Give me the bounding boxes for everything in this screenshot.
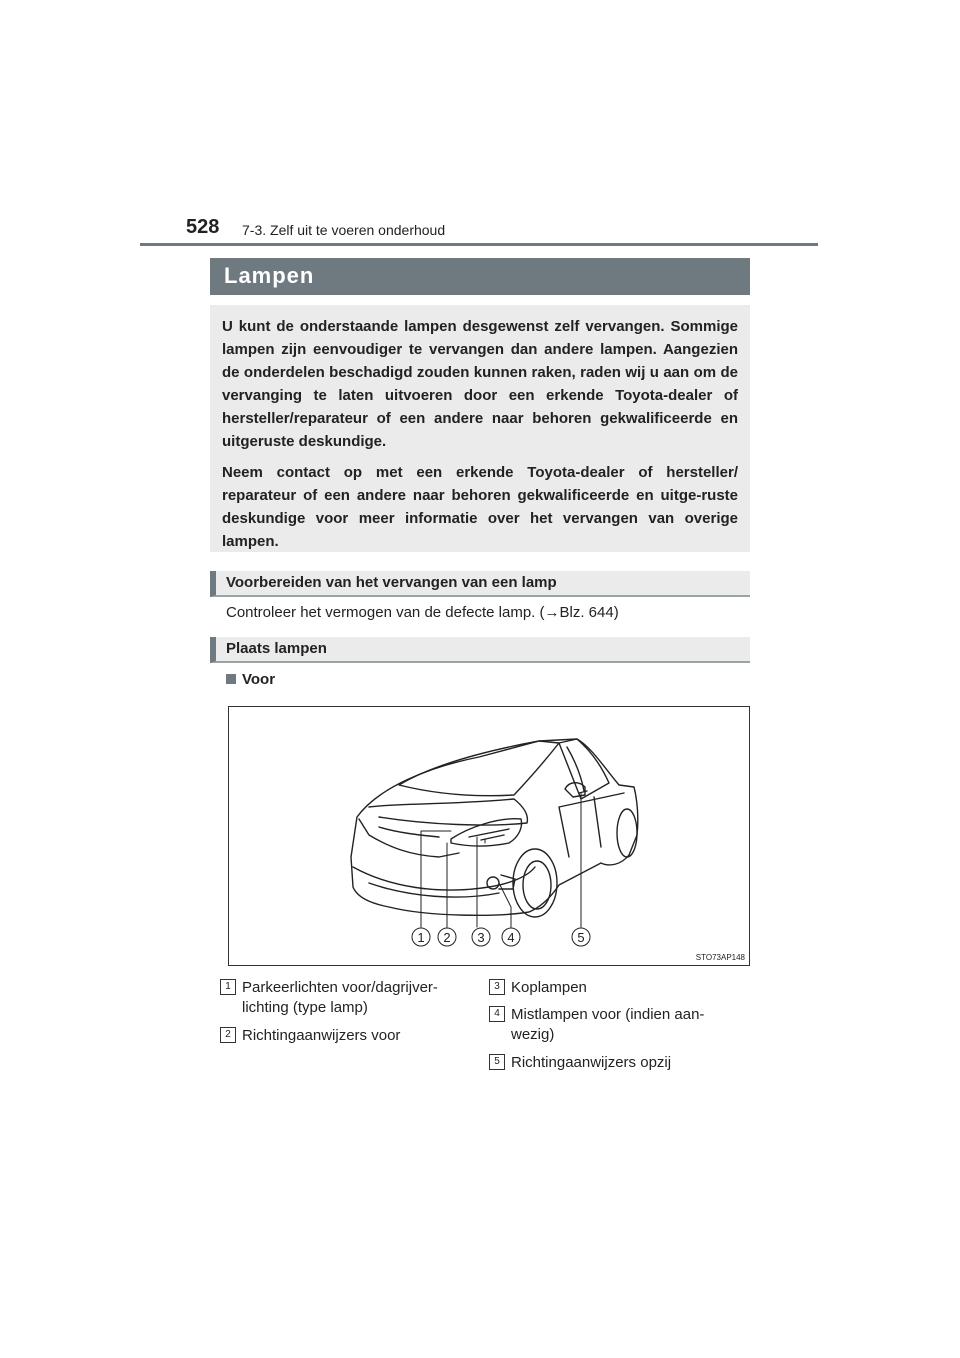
intro-paragraph-2: Neem contact op met een erkende Toyota-dealer of hersteller/ reparateur of een andere naar behoren gekwalificeerde en uitge-ruste deskundige voor meer informatie over het vervangen van overige lampen.: [222, 464, 738, 550]
front-subsection-label: Voor: [242, 671, 276, 688]
page-number: 528: [186, 216, 220, 238]
legend-label-2: Richtingaanwijzers voor: [242, 1027, 401, 1044]
legend-label-3: Koplampen: [511, 979, 587, 996]
callout-5-label: 5: [577, 930, 585, 945]
callout-2: [438, 928, 456, 946]
section-title: 7-3. Zelf uit te voeren onderhoud: [242, 222, 446, 238]
car-hood: [369, 799, 527, 825]
front-subsection: [226, 671, 275, 688]
intro-paragraph-1: U kunt de onderstaande lampen desgewenst zelf vervangen. Sommige lampen zijn eenvoudiger te vervangen dan andere lampen. Aangezien de onderdelen beschadigd zouden kunnen raken, raden wij u aan om de vervanging te laten uitvoeren door een erkende Toyota-dealer of hersteller/reparateur of een andere naar behoren gekwalificeerde en uitgeruste deskundige.: [222, 318, 738, 450]
locations-heading: [210, 637, 750, 663]
car-bumper: [353, 867, 535, 897]
car-doors: [559, 793, 624, 857]
locations-heading-text: Plaats lampen: [226, 640, 327, 657]
legend-label-5: Richtingaanwijzers opzij: [511, 1054, 672, 1071]
car-headlight: [451, 819, 522, 846]
car-windshield: [399, 741, 559, 796]
callout-leaders: [421, 793, 581, 927]
legend-label-1: Parkeerlichten voor/dagrijver-lichting (type lamp): [242, 979, 438, 1016]
callout-1-label: 1: [417, 930, 425, 945]
legend-number-2: 2: [220, 1027, 236, 1043]
callout-4-label: 4: [507, 930, 515, 945]
car-side-signal: [579, 791, 587, 793]
page-title: Lampen: [224, 263, 315, 288]
callout-3: [472, 928, 490, 946]
car-fog-lamp: [487, 877, 499, 889]
car-rear-wheel: [617, 809, 637, 857]
car-figure: [228, 706, 750, 966]
square-bullet-icon: [226, 674, 236, 684]
legend-number-5: 5: [489, 1054, 505, 1070]
legend-number-1: 1: [220, 979, 236, 995]
callout-2-label: 2: [443, 930, 451, 945]
car-illustration: [229, 707, 749, 965]
prep-text: Controleer het vermogen van de defecte lamp. (→Blz. 644): [226, 604, 619, 621]
prep-heading: [210, 571, 750, 597]
legend-number-4: 4: [489, 1006, 505, 1022]
legend-label-4: Mistlampen voor (indien aan-wezig): [511, 1006, 705, 1043]
figure-code: STO73AP148: [695, 953, 745, 962]
car-grille: [359, 819, 459, 857]
main-title-bar: [210, 258, 750, 295]
legend-number-3: 3: [489, 979, 505, 995]
prep-heading-text: Voorbereiden van het vervangen van een lamp: [226, 574, 557, 591]
callout-5: [572, 928, 590, 946]
header-rule: [140, 243, 818, 246]
intro-box: [210, 305, 750, 552]
callout-1: [412, 928, 430, 946]
callout-4: [502, 928, 520, 946]
callout-3-label: 3: [477, 930, 485, 945]
